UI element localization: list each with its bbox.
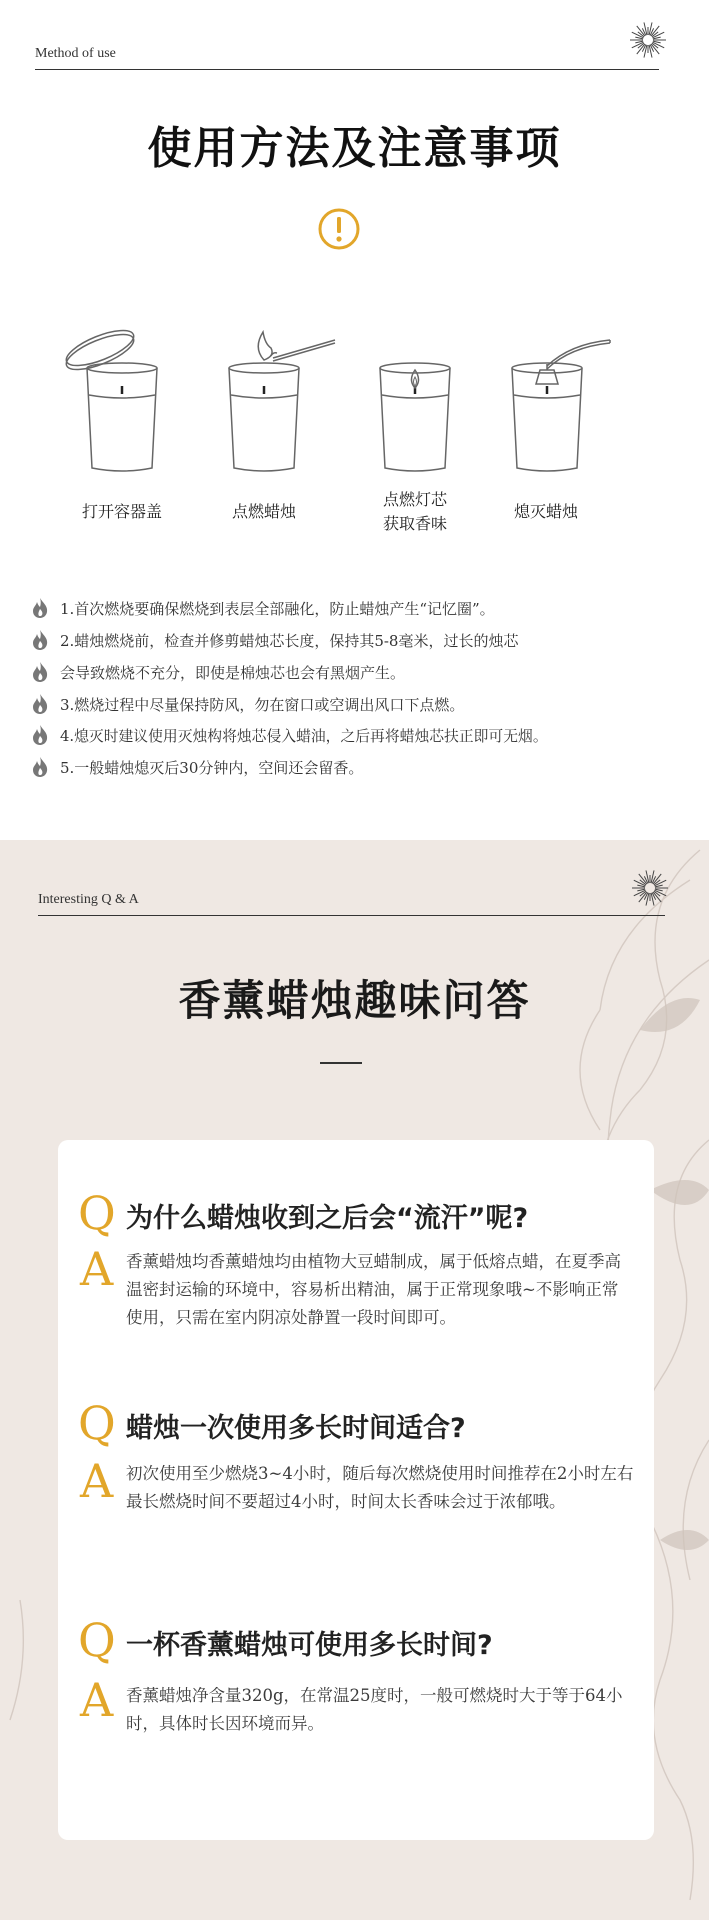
q-letter: Q [78,1396,116,1450]
flame-icon [30,693,50,715]
a-letter: A [80,1673,114,1727]
question-text: 为什么蜡烛收到之后会“流汗”呢? [126,1203,529,1234]
flame-icon [30,629,50,651]
candle-match-icon [207,320,357,480]
a-letter: A [80,1242,114,1296]
step-label-open-lid: 打开容器盖 [81,502,162,521]
note-text: 1.首次燃烧要确保燃烧到表层全部融化，防止蜡烛产生“记忆圈”。 [60,599,495,618]
answer-text: 香薰蜡烛均香薰蜡烛均由植物大豆蜡制成，属于低熔点蜡，在夏季高温密封运输的环境中，容易析出精油，属于正常现象哦~不影响正常使用，只需在室内阴凉处静置一段时间即可。 [126,1252,621,1327]
qa-header-divider [38,915,665,916]
a-letter: A [80,1454,114,1508]
note-text: 会导致燃烧不充分，即使是棉烛芯也会有黑烟产生。 [60,663,406,682]
flame-icon [30,724,50,746]
qa-title: 香薰蜡烛趣味问答 [178,976,531,1025]
flame-icon [30,597,50,619]
candle-snuffer-icon [490,320,640,480]
qa-header-label: Interesting Q & A [38,892,139,907]
step-label-light-candle: 点燃蜡烛 [231,502,296,521]
step-label-lit-wick-line2: 获取香味 [382,514,447,533]
usage-header-label: Method of use [35,46,116,61]
sunburst-icon [630,868,670,908]
note-item [30,657,405,687]
step-label-lit-wick [345,488,485,536]
step-lit-wick [358,320,478,480]
usage-section [0,0,709,840]
usage-header-divider [35,69,659,70]
answer-text: 香薰蜡烛净含量320g，在常温25度时，一般可燃烧时大于等于64小时，具体时长因环境而异。 [126,1686,623,1733]
note-item [30,689,464,719]
sunburst-icon [628,20,668,60]
step-label-snuff-candle: 熄灭蜡烛 [513,502,578,521]
note-item [30,625,518,655]
question-text: 蜡烛一次使用多长时间适合? [126,1413,466,1444]
qa-title-underline [320,1062,362,1064]
note-text: 3.燃烧过程中尽量保持防风，勿在窗口或空调出风口下点燃。 [60,695,465,714]
question-3 [78,1613,493,1667]
step-light-candle [207,320,327,480]
answer-text: 初次使用至少燃烧3~4小时，随后每次燃烧使用时间推荐在2小时左右最长燃烧时间不要超过4小时，时间太长香味会过于浓郁哦。 [126,1464,634,1511]
note-item [30,593,495,623]
q-letter: Q [78,1186,116,1240]
question-2 [78,1396,466,1450]
question-text: 一杯香薰蜡烛可使用多长时间? [126,1630,493,1661]
note-text: 5.一般蜡烛熄灭后30分钟内，空间还会留香。 [60,758,364,777]
usage-title: 使用方法及注意事项 [147,123,562,174]
q-letter: Q [78,1613,116,1667]
step-snuff-candle [490,320,610,480]
note-item [30,752,363,782]
flame-icon [30,661,50,683]
note-text: 4.熄灭时建议使用灭烛构将烛芯侵入蜡油，之后再将蜡烛芯扶正即可无烟。 [60,727,548,745]
step-label-lit-wick-line1: 点燃灯芯 [382,490,447,509]
candle-lit-icon [358,320,478,480]
note-text: 2.蜡烛燃烧前，检查并修剪蜡烛芯长度，保持其5-8毫米，过长的烛芯 [60,631,519,650]
note-item [30,720,548,750]
candle-lid-icon [62,320,182,480]
question-1 [78,1186,529,1240]
step-open-lid [62,320,182,480]
exclamation-circle-icon [318,208,360,250]
flame-icon [30,756,50,778]
